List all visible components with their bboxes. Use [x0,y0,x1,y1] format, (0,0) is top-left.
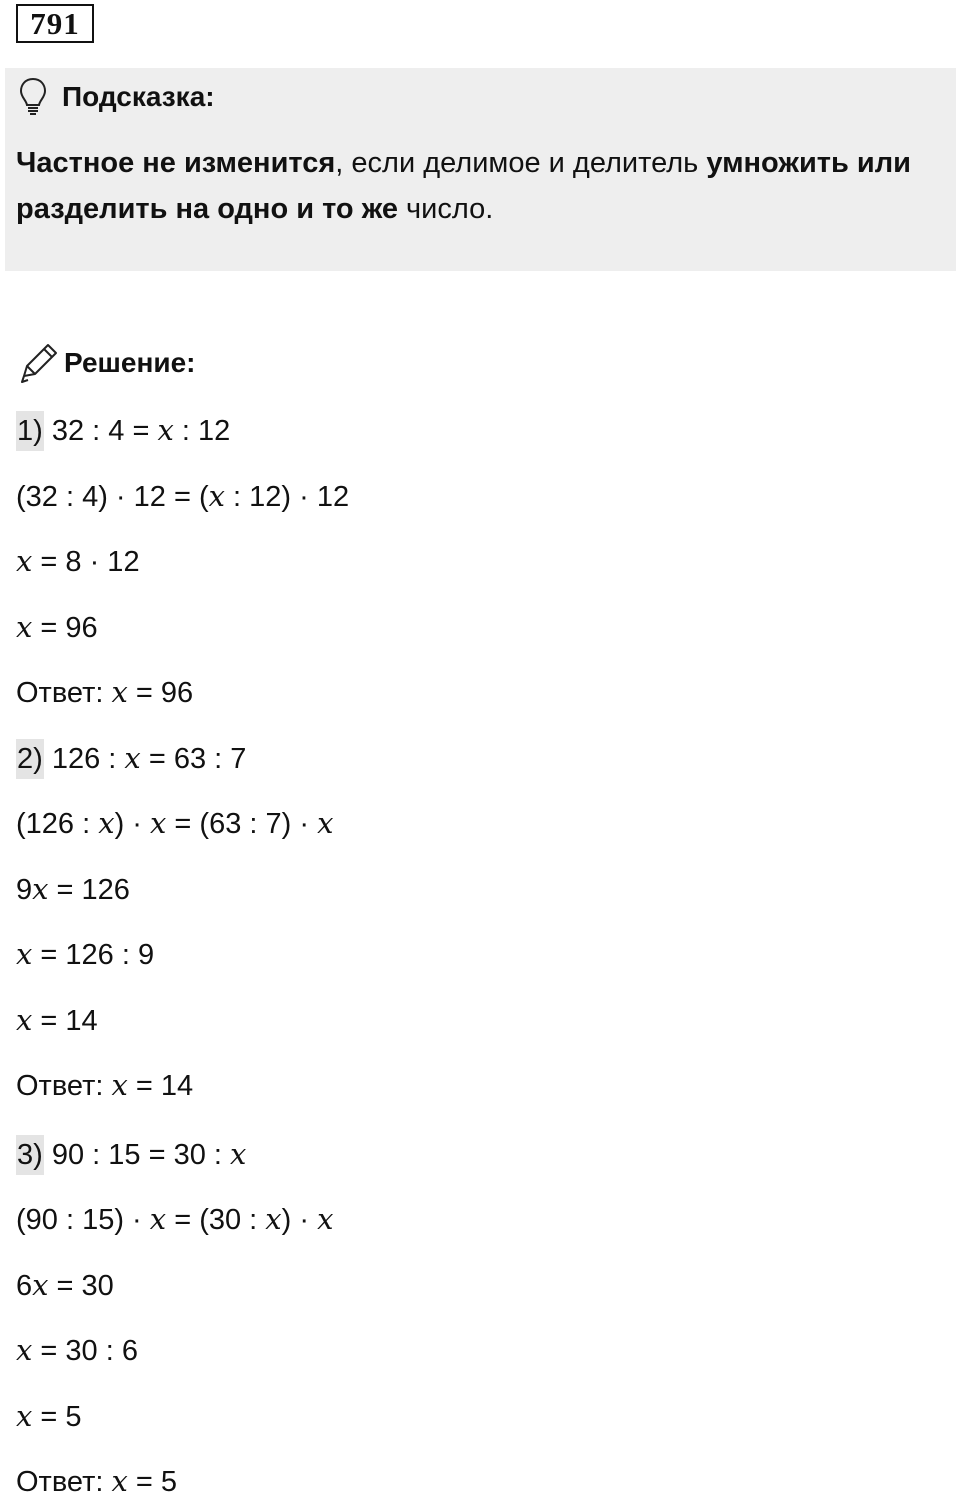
solution-line [16,672,193,712]
step-number-badge: 3) [16,1135,44,1175]
math-text: : 12 [173,415,231,447]
solution-line [16,738,246,778]
math-text: = 14 [32,1005,98,1037]
variable-x: x [16,1003,33,1037]
variable-x: x [149,1202,167,1236]
solution-line [16,1000,98,1040]
math-text: ) · [281,1204,318,1236]
math-text: = 14 [127,1070,194,1102]
solution-line [16,607,98,647]
math-text: = 96 [127,677,194,709]
math-text: = 126 : 9 [32,939,155,971]
variable-x: x [16,937,33,971]
math-text: ) · [114,808,151,840]
math-text: Ответ: [16,677,112,709]
math-text: = 30 [48,1270,114,1302]
variable-x: x [111,675,128,709]
pencil-icon [18,342,58,384]
solution-line [16,1134,246,1174]
variable-x: x [317,806,334,840]
solution-line [16,1461,177,1501]
solution-line [16,1265,114,1305]
solution-line [16,869,130,909]
variable-x: x [208,479,225,513]
solution-line [16,1330,138,1370]
lightbulb-icon [18,77,48,117]
variable-x: x [16,1333,33,1367]
hint-text-run: число. [398,193,494,225]
math-text: 90 : 15 = 30 : [43,1139,231,1171]
variable-x: x [16,1399,33,1433]
solution-line [16,1199,333,1239]
variable-x: x [124,741,141,775]
solution-line [16,1396,82,1436]
variable-x: x [16,610,33,644]
math-text: Ответ: [16,1466,112,1498]
variable-x: x [111,1464,128,1498]
solution-line [16,410,230,450]
solution-line [16,934,154,974]
solution-line [16,476,349,516]
math-text: 126 : [43,743,125,775]
variable-x: x [265,1202,282,1236]
variable-x: x [32,872,49,906]
variable-x: x [16,544,33,578]
math-text: : 12) · 12 [224,481,350,513]
math-text: (32 : 4) · 12 = ( [16,481,209,513]
solution-line [16,803,333,843]
solution-header [18,340,195,386]
solution-line [16,1065,193,1105]
variable-x: x [32,1268,49,1302]
math-text: 9 [16,874,33,906]
task-number: 791 [16,4,94,43]
variable-x: x [317,1202,334,1236]
math-text: = 63 : 7 [140,743,247,775]
hint-header [18,76,215,118]
step-number-badge: 1) [16,411,44,451]
variable-x: x [157,413,174,447]
solution-title: Решение: [64,347,196,378]
hint-text [16,140,946,232]
math-text: = 30 : 6 [32,1335,138,1367]
math-text: = 96 [32,612,98,644]
math-text: Ответ: [16,1070,112,1102]
variable-x: x [98,806,115,840]
hint-title: Подсказка: [62,81,215,112]
math-text: = (30 : [166,1204,266,1236]
hint-text-run: , если делимое и делитель [335,147,707,179]
variable-x: x [150,806,167,840]
math-text: 32 : 4 = [43,415,158,447]
solution-line [16,541,140,581]
math-text: = 5 [127,1466,178,1498]
math-text: 6 [16,1270,33,1302]
step-number-badge: 2) [16,739,44,779]
hint-bold-text: Частное не изменится [16,147,336,179]
math-text: (126 : [16,808,99,840]
math-text: = 8 · 12 [32,546,140,578]
hint-bold-text: умножить или разделить на одно и то же [16,147,911,225]
math-text: = 5 [32,1401,82,1433]
math-text: = 126 [48,874,130,906]
math-text: (90 : 15) · [16,1204,150,1236]
variable-x: x [230,1137,247,1171]
variable-x: x [111,1068,128,1102]
math-text: = (63 : 7) · [166,808,318,840]
